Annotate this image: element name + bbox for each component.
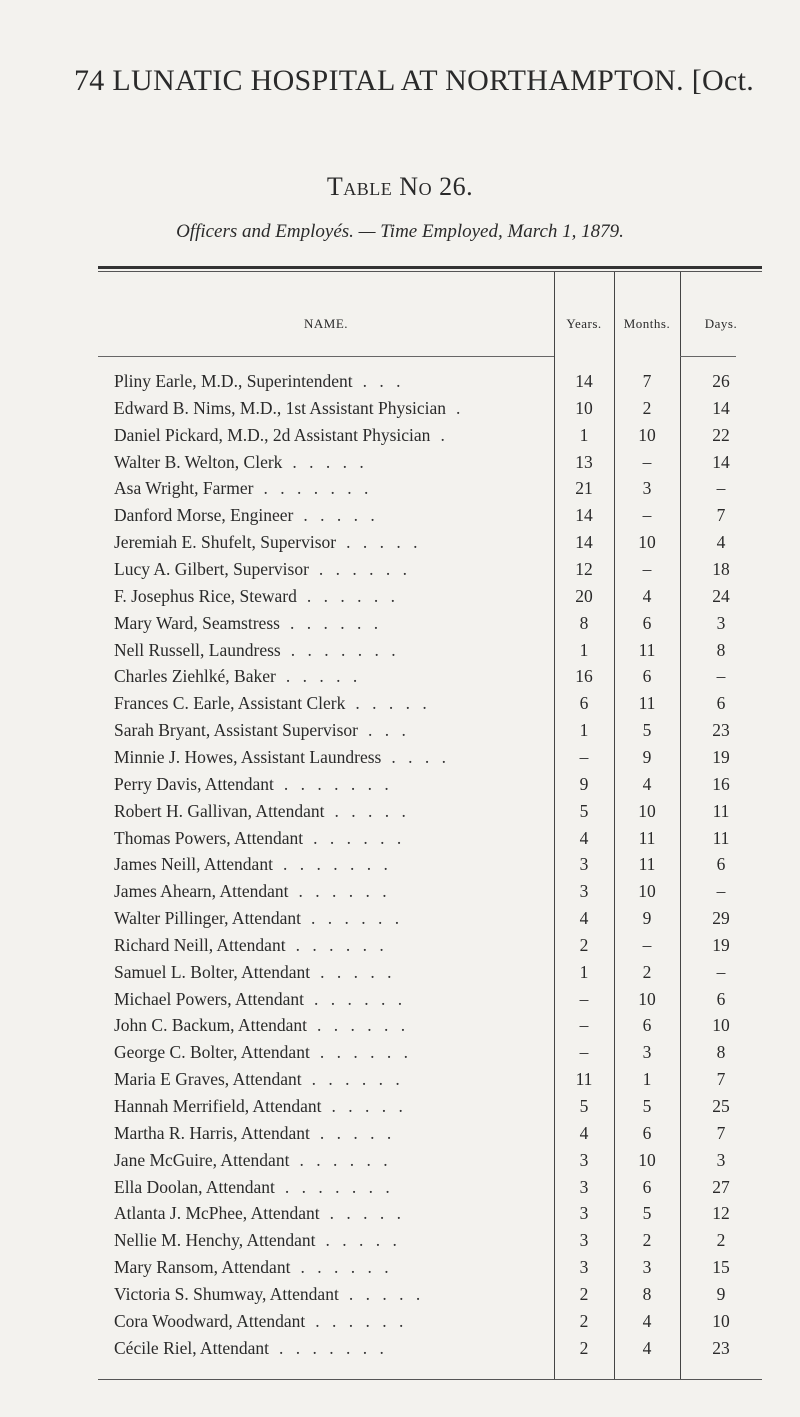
cell-name-text: Frances C. Earle, Assistant Clerk [114,693,346,714]
cell-name-text: Daniel Pickard, M.D., 2d Assistant Physician [114,424,431,445]
cell-days: 6 [716,854,726,875]
leader-dots: . . . . . [355,693,431,714]
leader-dots: . . . . . . [299,1149,392,1170]
table-row [0,398,800,425]
cell-months: 11 [638,693,656,714]
cell-name [114,1069,624,1090]
cell-name [114,854,624,875]
table-row [0,1338,800,1365]
cell-name-text: Hannah Merrifield, Attendant [114,1096,322,1116]
table-bottom-rule [98,1379,762,1380]
table-row [0,371,800,398]
leader-dots: . . . . . . [310,908,404,928]
cell-name-text: Cora Woodward, Attendant [114,1310,306,1331]
cell-months: 3 [642,1257,652,1278]
cell-name [114,1311,624,1332]
cell-name-text: Edward B. Nims, M.D., 1st Assistant Physician [114,397,447,418]
leader-dots: . . . . . . [318,559,412,579]
table-row [0,613,800,640]
cell-years: 2 [579,1337,589,1358]
leader-dots: . . . . . [325,1230,401,1251]
cell-name-text: Sarah Bryant, Assistant Supervisor [114,720,359,740]
table-row [0,989,800,1016]
table-row [0,828,800,855]
table-row [0,559,800,586]
cell-name [114,881,624,902]
cell-months: 9 [642,908,652,928]
table-top-rule-thin [98,271,762,272]
cell-months: 1 [642,1069,652,1090]
cell-name [114,1203,624,1224]
cell-months: – [642,559,652,579]
cell-months: 4 [642,585,652,606]
cell-name-text: Cécile Riel, Attendant [114,1337,270,1358]
cell-name [114,1015,624,1036]
cell-years: 2 [579,1310,589,1331]
cell-name [114,666,624,687]
cell-name-text: Thomas Powers, Attendant [114,827,304,848]
cell-days: 10 [712,1310,730,1331]
leader-dots: . . . . . . . [283,773,393,794]
leader-dots: . . . . . . [300,1257,393,1278]
leader-dots: . . . . . [292,451,368,472]
cell-name-text: James Neill, Attendant [114,854,273,875]
cell-name [114,1123,624,1144]
cell-name [114,774,624,795]
leader-dots: . [440,424,449,445]
cell-months: 2 [642,1230,652,1251]
cell-years: 1 [579,961,589,982]
cell-name-text: Mary Ward, Seamstress [114,612,280,633]
cell-months: 4 [642,773,652,794]
cell-months: 6 [642,666,652,687]
cell-months: 10 [638,1149,656,1170]
cell-months: 6 [642,1176,652,1197]
table-row [0,425,800,452]
cell-days: 3 [716,1149,726,1170]
cell-name [114,586,624,607]
cell-years: 4 [579,1122,589,1143]
cell-years: 3 [579,1203,589,1224]
cell-name-text: Nellie M. Henchy, Attendant [114,1230,316,1251]
cell-months: 2 [642,397,652,418]
cell-years: 1 [579,720,589,740]
cell-name-text: Victoria S. Shumway, Attendant [114,1283,339,1304]
leader-dots: . . . . . . [311,1069,404,1090]
cell-name-text: Asa Wright, Farmer [114,478,254,499]
cell-months: 8 [642,1283,652,1304]
cell-years: 11 [575,1069,593,1090]
cell-months: 3 [642,1042,652,1063]
cell-name [114,989,624,1010]
cell-years: 14 [575,371,593,391]
cell-years: 5 [579,800,589,821]
leader-dots: . . . . . . [298,881,391,902]
cell-years: – [579,988,589,1009]
table-row [0,747,800,774]
cell-years: 3 [579,1176,589,1197]
cell-years: 4 [579,908,589,928]
cell-name-text: Mary Ransom, Attendant [114,1257,291,1278]
leader-dots: . . . . . . [319,1042,412,1063]
cell-days: – [716,478,726,499]
cell-days: 14 [712,451,730,472]
table-row [0,935,800,962]
cell-months: – [642,451,652,472]
cell-name [114,640,624,661]
cell-days: 11 [712,800,730,821]
cell-name-text: Jeremiah E. Shufelt, Supervisor [114,532,337,553]
table-row [0,640,800,667]
leader-dots: . . . . . . [306,585,399,606]
cell-years: 2 [579,934,589,955]
cell-name [114,962,624,983]
cell-months: 6 [642,1015,652,1036]
table-row [0,586,800,613]
cell-days: 26 [712,371,730,391]
cell-days: 10 [712,1015,730,1036]
leader-dots: . . . . . . . [282,854,392,875]
leader-dots: . . . . . . . [284,1176,394,1197]
table-row [0,720,800,747]
running-head: 74 LUNATIC HOSPITAL AT NORTHAMPTON. [Oct. [74,64,755,97]
cell-name [114,1177,624,1198]
table-top-rule-thick [98,266,762,269]
cell-months: 2 [642,961,652,982]
leader-dots: . . . . . [329,1203,405,1224]
cell-months: 9 [642,746,652,767]
table-row [0,1230,800,1257]
cell-name-text: Nell Russell, Laundress [114,639,281,660]
cell-name-text: Martha R. Harris, Attendant [114,1122,310,1143]
cell-name [114,747,624,768]
table-row [0,881,800,908]
leader-dots: . . . . . . [295,934,388,955]
cell-days: 8 [716,1042,726,1063]
leader-dots: . . . . . [285,666,362,687]
cell-name-text: Robert H. Gallivan, Attendant [114,800,325,821]
header-months: Months. [623,316,671,331]
cell-name [114,1096,624,1117]
cell-name-text: John C. Backum, Attendant [114,1015,307,1036]
cell-years: – [579,1042,589,1063]
cell-days: 19 [712,746,730,767]
cell-name-text: Charles Ziehlké, Baker [114,666,276,687]
cell-days: 7 [716,505,726,526]
cell-years: 3 [579,1149,589,1170]
cell-name-text: Maria E Graves, Attendant [114,1069,302,1090]
cell-name [114,935,624,956]
cell-days: 22 [712,424,730,445]
cell-days: 18 [712,559,730,579]
table-row [0,908,800,935]
cell-name [114,425,624,446]
leader-dots: . . . . . . [289,612,383,633]
cell-days: 23 [712,1337,730,1358]
leader-dots: . . . . . [320,961,396,982]
cell-days: – [716,666,726,687]
cell-years: 3 [579,881,589,902]
cell-name-text: F. Josephus Rice, Steward [114,585,297,606]
table-row [0,774,800,801]
leader-dots: . . . . . . . [290,639,400,660]
cell-years: 3 [579,1230,589,1251]
cell-days: – [716,961,726,982]
cell-years: 2 [579,1283,589,1304]
table-row [0,1096,800,1123]
leader-dots: . . . . . . . [279,1337,388,1358]
cell-name [114,693,624,714]
cell-days: 29 [712,908,730,928]
cell-months: 6 [642,612,652,633]
cell-name-text: Jane McGuire, Attendant [114,1149,290,1170]
cell-name-text: Richard Neill, Attendant [114,934,286,955]
cell-name-text: George C. Bolter, Attendant [114,1042,310,1063]
leader-dots: . . . . . [319,1122,396,1143]
cell-years: 3 [579,1257,589,1278]
cell-months: 11 [638,639,656,660]
cell-name-text: James Ahearn, Attendant [114,881,289,902]
table-row [0,1042,800,1069]
cell-months: 4 [642,1337,652,1358]
leader-dots: . . . . . [303,505,379,526]
cell-name [114,828,624,849]
cell-months: 10 [638,532,656,553]
leader-dots: . . . . [391,746,450,767]
leader-dots: . . . . . . . [263,478,373,499]
table-row [0,452,800,479]
table-row [0,854,800,881]
cell-months: 10 [638,424,656,445]
leader-dots: . . . . . [346,532,422,553]
cell-years: 20 [575,585,593,606]
cell-days: 3 [716,612,726,633]
cell-months: 6 [642,1122,652,1143]
table-row [0,1150,800,1177]
cell-name [114,1150,624,1171]
leader-dots: . [456,397,465,418]
cell-name-text: Danford Morse, Engineer [114,505,294,526]
table-row [0,1015,800,1042]
cell-name [114,478,624,499]
cell-days: 6 [716,693,726,714]
leader-dots: . . . . . [334,800,410,821]
cell-days: 15 [712,1257,730,1278]
cell-months: 4 [642,1310,652,1331]
cell-days: 9 [716,1283,726,1304]
cell-days: 27 [712,1176,730,1197]
cell-name [114,559,624,580]
cell-years: 21 [575,478,593,499]
table-row [0,962,800,989]
header-years: Years. [566,316,602,331]
cell-years: 13 [575,451,593,472]
cell-name-text: Michael Powers, Attendant [114,988,305,1009]
cell-name [114,613,624,634]
leader-dots: . . . [362,371,405,391]
table-row [0,478,800,505]
cell-name-text: Walter Pillinger, Attendant [114,908,301,928]
cell-name [114,398,624,419]
header-name: NAME. [303,316,349,331]
cell-days: 11 [712,827,730,848]
cell-name [114,452,624,473]
cell-years: 16 [575,666,593,687]
cell-name-text: Walter B. Welton, Clerk [114,451,283,472]
cell-months: 5 [642,720,652,740]
cell-days: 7 [716,1122,726,1143]
cell-months: 7 [642,371,652,391]
table-row [0,505,800,532]
cell-months: 5 [642,1096,652,1116]
table-row [0,1284,800,1311]
cell-days: 14 [712,397,730,418]
cell-name [114,1257,624,1278]
cell-name [114,1338,624,1359]
cell-name [114,801,624,822]
cell-years: – [579,1015,589,1036]
cell-years: 6 [579,693,589,714]
cell-months: 3 [642,478,652,499]
cell-name [114,505,624,526]
cell-days: 2 [716,1230,726,1251]
cell-months: 11 [638,854,656,875]
cell-years: 12 [575,559,593,579]
cell-days: 23 [712,720,730,740]
cell-years: 14 [575,532,593,553]
cell-name-text: Lucy A. Gilbert, Supervisor [114,559,309,579]
cell-days: 12 [712,1203,730,1224]
cell-name-text: Pliny Earle, M.D., Superintendent [114,371,353,391]
leader-dots: . . . . . [331,1096,407,1116]
cell-name-text: Minnie J. Howes, Assistant Laundress [114,746,382,767]
header-rule [98,356,554,357]
cell-name [114,1284,624,1305]
table-subtitle: Officers and Employés. — Time Employed, March 1, 1879. [176,221,624,242]
cell-months: – [642,934,652,955]
table-row [0,1069,800,1096]
cell-years: 8 [579,612,589,633]
cell-months: – [642,505,652,526]
leader-dots: . . . [368,720,410,740]
leader-dots: . . . . . . [313,827,406,848]
cell-months: 5 [642,1203,652,1224]
cell-name [114,371,624,392]
cell-years: 9 [579,773,589,794]
cell-name [114,1230,624,1251]
table-row [0,693,800,720]
table-row [0,801,800,828]
cell-name [114,532,624,553]
leader-dots: . . . . . . [314,988,407,1009]
cell-days: 19 [712,934,730,955]
table-row [0,1257,800,1284]
table-row [0,666,800,693]
cell-years: 4 [579,827,589,848]
cell-months: 11 [638,827,656,848]
cell-days: – [716,881,726,902]
cell-name-text: Ella Doolan, Attendant [114,1176,275,1197]
cell-years: 10 [575,397,593,418]
table-row [0,532,800,559]
cell-years: 1 [579,424,589,445]
cell-days: 4 [716,532,726,553]
cell-months: 10 [638,988,656,1009]
cell-days: 6 [716,988,726,1009]
leader-dots: . . . . . . [315,1310,408,1331]
cell-years: 3 [579,854,589,875]
leader-dots: . . . . . . [316,1015,410,1036]
table-row [0,1203,800,1230]
cell-months: 10 [638,800,656,821]
cell-name-text: Atlanta J. McPhee, Attendant [114,1203,320,1224]
header-rule-days [680,356,736,357]
cell-days: 24 [712,585,730,606]
cell-name-text: Samuel L. Bolter, Attendant [114,961,311,982]
cell-name [114,720,624,741]
table-row [0,1311,800,1338]
cell-name [114,1042,624,1063]
cell-years: 5 [579,1096,589,1116]
cell-name-text: Perry Davis, Attendant [114,773,274,794]
cell-days: 16 [712,773,730,794]
cell-years: 14 [575,505,593,526]
cell-days: 25 [712,1096,730,1116]
table-row [0,1123,800,1150]
cell-years: – [579,746,589,767]
cell-days: 8 [716,639,726,660]
cell-months: 10 [638,881,656,902]
leader-dots: . . . . . [348,1283,425,1304]
table-title: Table No 26. [326,172,474,201]
cell-name [114,908,624,929]
cell-days: 7 [716,1069,726,1090]
table-row [0,1177,800,1204]
header-days: Days. [704,316,738,331]
cell-years: 1 [579,639,589,660]
